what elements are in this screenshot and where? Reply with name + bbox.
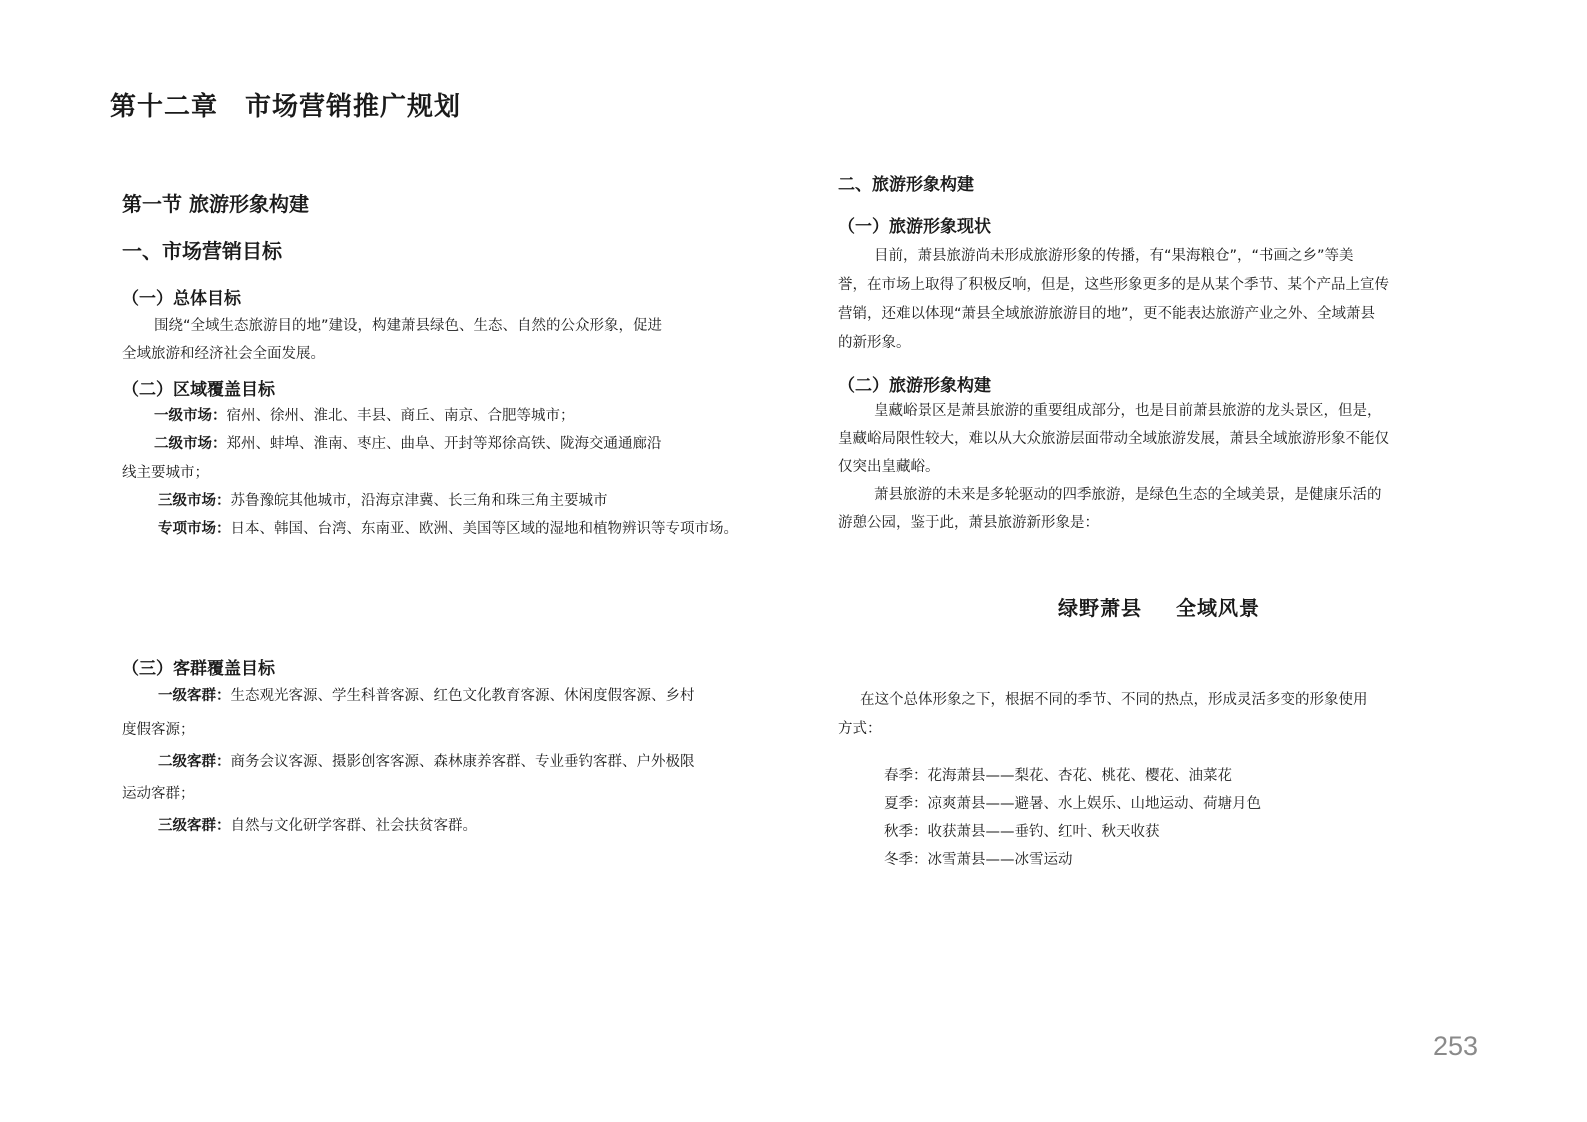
image-build-line: 皇藏峪景区是萧县旅游的重要组成部分，也是目前萧县旅游的龙头景区，但是，	[874, 403, 1382, 419]
heading-image-construction: 二、旅游形象构建	[838, 175, 974, 195]
overall-goal-line: 全域旅游和经济社会全面发展。	[122, 346, 325, 362]
region-item-label: 专项市场：	[158, 521, 231, 537]
season-item: 冬季：冰雪萧县——冰雪运动	[884, 852, 1073, 868]
region-item-label: 一级市场：	[154, 408, 227, 424]
region-item-label: 三级市场：	[158, 493, 231, 509]
image-status-line: 的新形象。	[838, 335, 911, 351]
region-item-text: 苏鲁豫皖其他城市，沿海京津冀、长三角和珠三角主要城市	[230, 493, 608, 509]
usage-line: 方式：	[838, 721, 882, 737]
region-item-cont: 线主要城市；	[122, 465, 209, 481]
region-item-text: 日本、韩国、台湾、东南亚、欧洲、美国等区域的湿地和植物辨识等专项市场。	[230, 521, 738, 537]
usage-line: 在这个总体形象之下，根据不同的季节、不同的热点，形成灵活多变的形象使用	[860, 692, 1368, 708]
chapter-title: 第十二章 市场营销推广规划	[110, 92, 462, 122]
customer-goal-title: （三）客群覆盖目标	[122, 659, 275, 679]
season-item: 秋季：收获萧县——垂钓、红叶、秋天收获	[884, 824, 1160, 840]
region-item	[158, 491, 608, 511]
image-status-line: 营销，还难以体现“萧县全域旅游旅游目的地”，更不能表达旅游产业之外、全域萧县	[838, 306, 1376, 322]
customer-item-text: 自然与文化研学客群、社会扶贫客群。	[230, 818, 477, 834]
customer-item-label: 三级客群：	[158, 818, 231, 834]
region-item	[154, 406, 575, 426]
overall-goal-title: （一）总体目标	[122, 289, 241, 309]
customer-item-cont: 度假客源；	[122, 722, 195, 738]
customer-item-text: 生态观光客源、学生科普客源、红色文化教育客源、休闲度假客源、乡村	[230, 688, 695, 704]
season-item: 夏季：凉爽萧县——避暑、水上娱乐、山地运动、荷塘月色	[884, 796, 1261, 812]
region-item	[154, 434, 662, 454]
image-status-title: （一）旅游形象现状	[838, 217, 991, 237]
customer-item-label: 一级客群：	[158, 688, 231, 704]
customer-item	[158, 686, 695, 706]
image-build-title: （二）旅游形象构建	[838, 376, 991, 396]
region-item-text: 宿州、徐州、淮北、丰县、商丘、南京、合肥等城市；	[226, 408, 575, 424]
section-title: 第一节 旅游形象构建	[122, 192, 309, 216]
image-build-line: 游憩公园，鉴于此，萧县旅游新形象是：	[838, 515, 1099, 531]
customer-item-text: 商务会议客源、摄影创客客源、森林康养客群、专业垂钓客群、户外极限	[230, 754, 695, 770]
region-goal-title: （二）区域覆盖目标	[122, 380, 275, 400]
region-item-label: 二级市场：	[154, 436, 227, 452]
slogan-part2: 全域风景	[1176, 596, 1260, 620]
image-build-line: 仅突出皇藏峪。	[838, 459, 940, 475]
customer-item	[158, 752, 695, 772]
slogan-part1: 绿野萧县	[1058, 596, 1142, 620]
region-item-text: 郑州、蚌埠、淮南、枣庄、曲阜、开封等郑徐高铁、陇海交通通廊沿	[226, 436, 662, 452]
image-status-line: 誉，在市场上取得了积极反响，但是，这些形象更多的是从某个季节、某个产品上宣传	[838, 277, 1389, 293]
image-build-line: 皇藏峪局限性较大，难以从大众旅游层面带动全域旅游发展，萧县全域旅游形象不能仅	[838, 431, 1389, 447]
customer-item-label: 二级客群：	[158, 754, 231, 770]
heading-market-goals: 一、市场营销目标	[122, 239, 282, 263]
season-item: 春季：花海萧县——梨花、杏花、桃花、樱花、油菜花	[884, 768, 1232, 784]
customer-item	[158, 816, 477, 836]
image-status-line: 目前，萧县旅游尚未形成旅游形象的传播，有“果海粮仓”，“书画之乡”等美	[874, 248, 1354, 264]
overall-goal-line: 围绕“全域生态旅游目的地”建设，构建萧县绿色、生态、自然的公众形象，促进	[154, 318, 663, 334]
page-number: 253	[1433, 1031, 1479, 1061]
image-build-line: 萧县旅游的未来是多轮驱动的四季旅游，是绿色生态的全域美景，是健康乐活的	[874, 487, 1382, 503]
customer-item-cont: 运动客群；	[122, 786, 195, 802]
region-item	[158, 519, 738, 539]
